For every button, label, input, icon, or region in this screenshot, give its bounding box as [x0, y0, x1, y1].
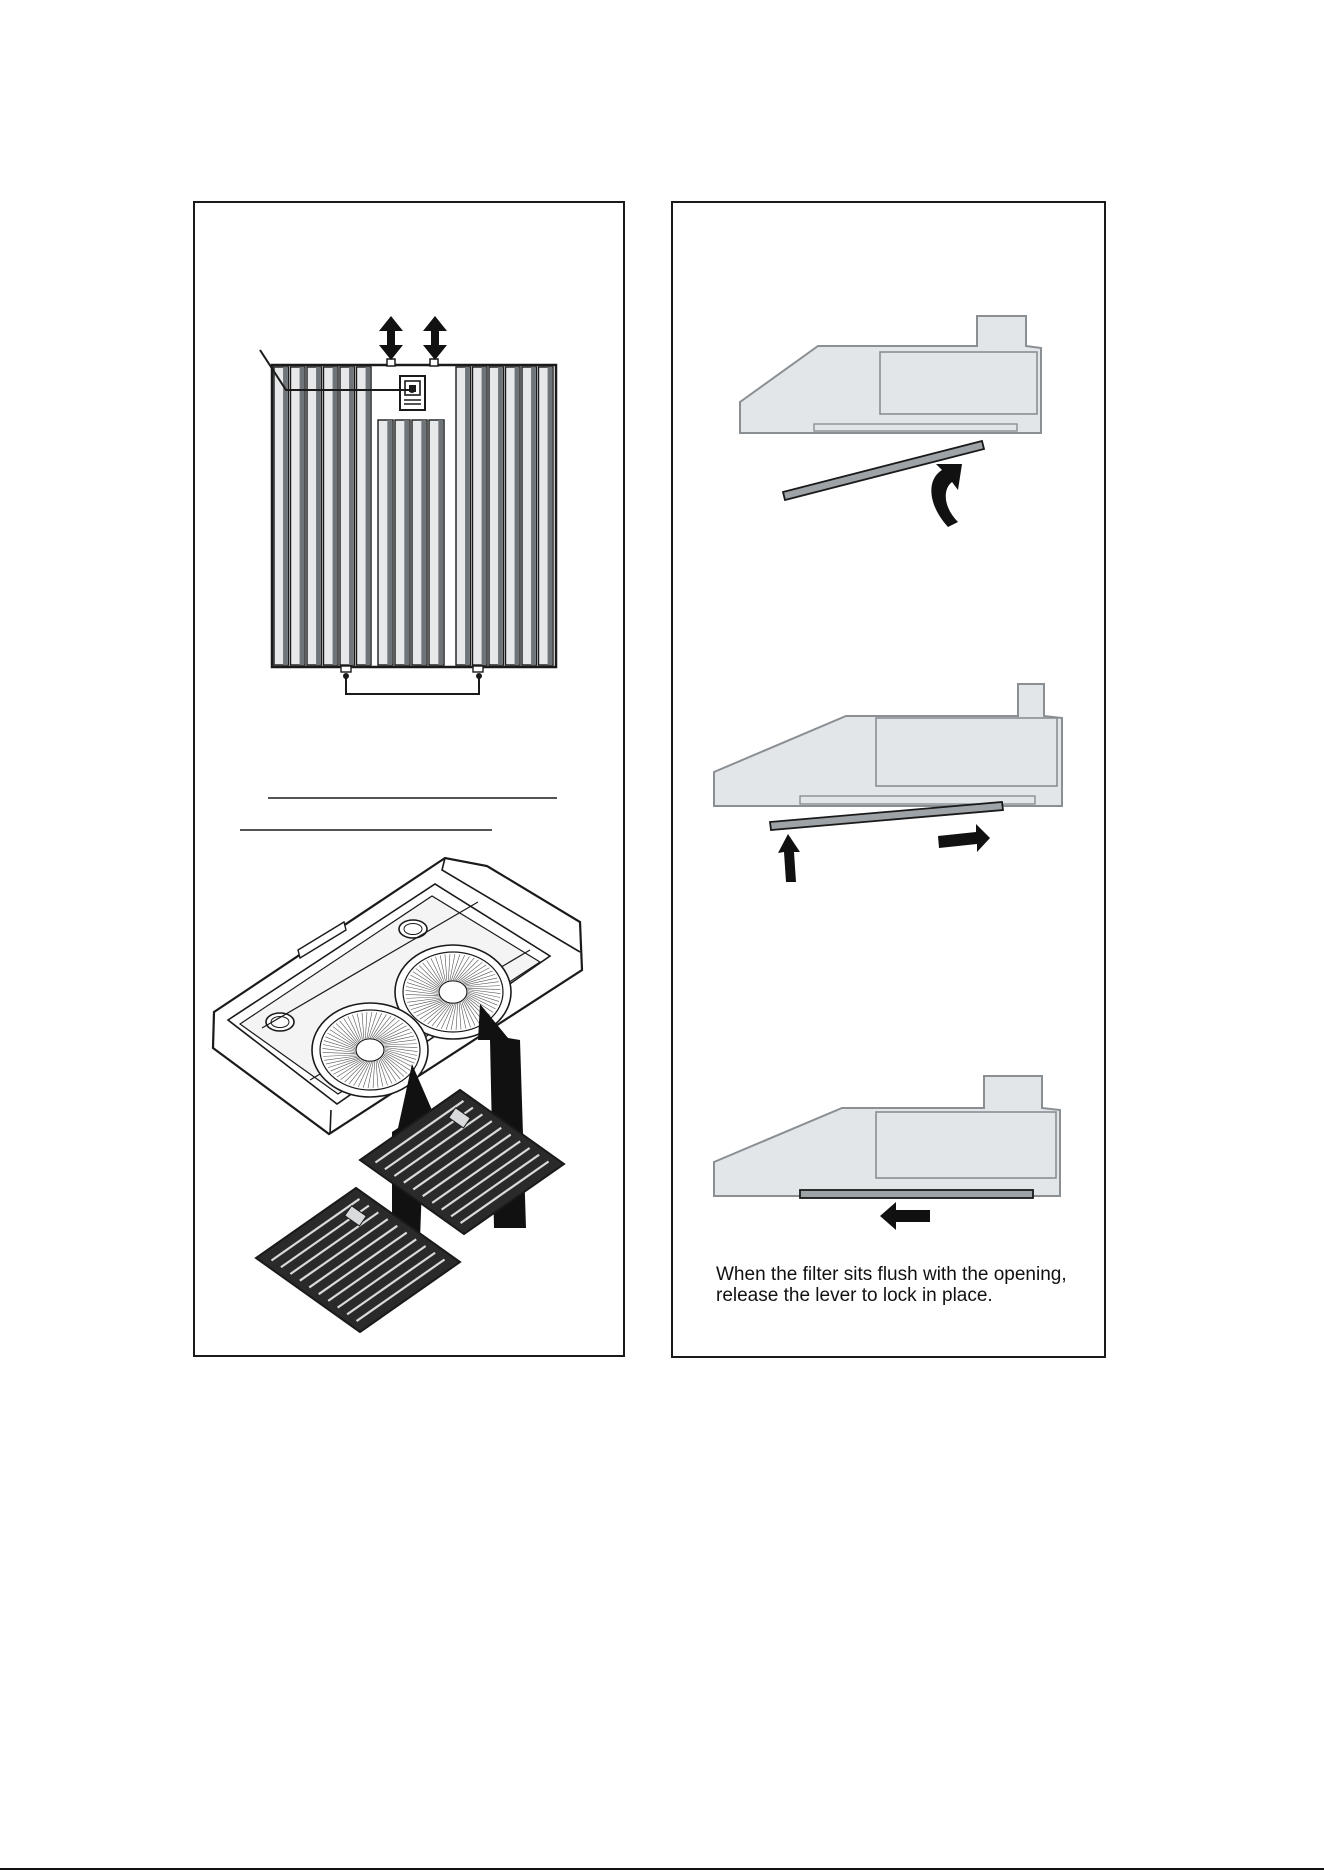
step3-hood-side-view — [714, 1076, 1060, 1230]
step3-caption: When the filter sits flush with the opening, release the lever to lock in place. — [716, 1264, 1067, 1306]
curved-rotate-arrow-icon — [931, 464, 962, 527]
step1-hood-side-view — [740, 316, 1041, 527]
step2-hood-side-view — [714, 684, 1062, 882]
push-up-arrow-icon — [778, 834, 800, 882]
step3-filter-flush — [800, 1190, 1033, 1198]
slide-left-arrow-icon — [880, 1202, 930, 1230]
slide-right-arrow-icon — [938, 824, 990, 852]
page-footer-rule — [0, 1868, 1324, 1870]
